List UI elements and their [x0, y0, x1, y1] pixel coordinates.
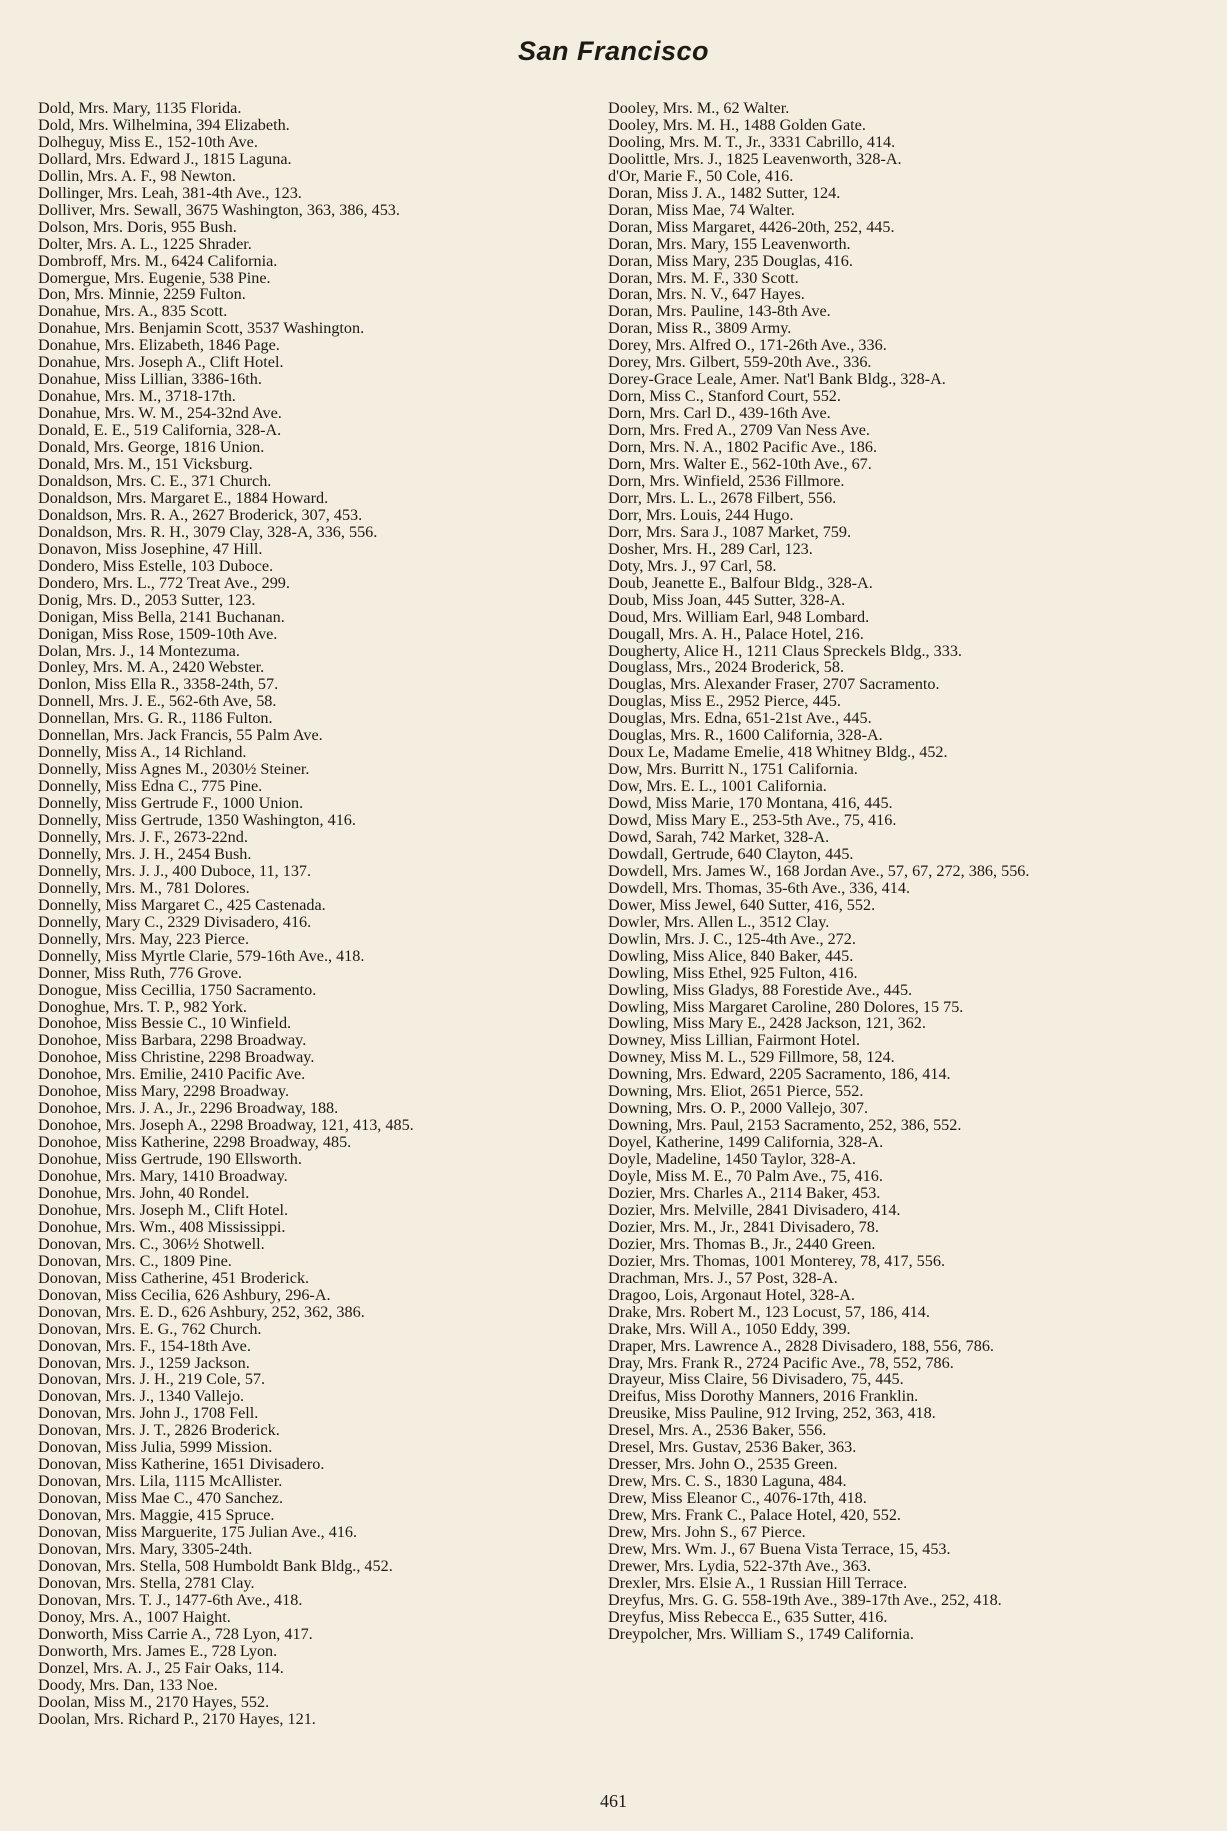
directory-entry: Downing, Mrs. Edward, 2205 Sacramento, 186, 414. [608, 1065, 951, 1084]
directory-entry: Donovan, Miss Mae C., 470 Sanchez. [38, 1489, 284, 1508]
directory-entry: Donohue, Mrs. Wm., 408 Mississippi. [38, 1217, 286, 1236]
directory-entry: Dowling, Miss Ethel, 925 Fulton, 416. [608, 963, 858, 982]
directory-entry: Doran, Miss Mae, 74 Walter. [608, 200, 795, 219]
page-title: San Francisco [517, 36, 710, 66]
directory-entry: Dolter, Mrs. A. L., 1225 Shrader. [38, 234, 252, 253]
directory-entry: Donoghue, Mrs. T. P., 982 York. [38, 997, 247, 1016]
directory-entry: Donnelly, Mrs. J. J., 400 Duboce, 11, 137. [38, 861, 312, 880]
directory-entry: Dreusike, Miss Pauline, 912 Irving, 252, 363, 418. [608, 1404, 936, 1423]
directory-entry: Dragoo, Lois, Argonaut Hotel, 328-A. [608, 1285, 855, 1304]
directory-entry: Donovan, Mrs. C., 1809 Pine. [38, 1251, 232, 1270]
directory-entry: Dorr, Mrs. Sara J., 1087 Market, 759. [608, 522, 852, 541]
directory-entry: Donoy, Mrs. A., 1007 Haight. [38, 1607, 231, 1626]
directory-entry: Donald, Mrs. George, 1816 Union. [38, 438, 265, 457]
directory-entry: Donovan, Mrs. J., 1259 Jackson. [38, 1353, 250, 1372]
directory-entry: Drexler, Mrs. Elsie A., 1 Russian Hill Terrace. [608, 1573, 908, 1592]
directory-entry: Dorey, Mrs. Alfred O., 171-26th Ave., 336. [608, 336, 887, 355]
directory-entry: Doyel, Katherine, 1499 California, 328-A. [608, 1133, 884, 1152]
directory-entry: Donovan, Mrs. Stella, 2781 Clay. [38, 1573, 255, 1592]
directory-entry: Donahue, Miss Lillian, 3386-16th. [38, 370, 262, 389]
directory-entry: Dorn, Mrs. Walter E., 562-10th Ave., 67. [608, 455, 872, 474]
directory-entry: Dowdall, Gertrude, 640 Clayton, 445. [608, 844, 854, 863]
directory-entry: Douglass, Mrs., 2024 Broderick, 58. [608, 658, 845, 677]
directory-entry: Donahue, Mrs. M., 3718-17th. [38, 387, 236, 406]
directory-entry: Dougall, Mrs. A. H., Palace Hotel, 216. [608, 624, 864, 643]
directory-entry: Drewer, Mrs. Lydia, 522-37th Ave., 363. [608, 1556, 871, 1575]
directory-entry: Dowd, Sarah, 742 Market, 328-A. [608, 827, 830, 846]
directory-entry: Downing, Mrs. Paul, 2153 Sacramento, 252, 386, 552. [608, 1116, 962, 1135]
directory-entry: Doran, Miss R., 3809 Army. [608, 319, 792, 338]
directory-entry: Dooling, Mrs. M. T., Jr., 3331 Cabrillo, 414. [608, 132, 896, 151]
directory-entry: Dow, Mrs. Burritt N., 1751 California. [608, 760, 858, 779]
directory-entry: Donohoe, Miss Katherine, 2298 Broadway, 485. [38, 1133, 352, 1152]
directory-entry: Doub, Jeanette E., Balfour Bldg., 328-A. [608, 573, 873, 592]
directory-entry: Drachman, Mrs. J., 57 Post, 328-A. [608, 1268, 838, 1287]
directory-entry: Donnelly, Miss A., 14 Richland. [38, 743, 247, 762]
directory-entry: Dowd, Miss Mary E., 253-5th Ave., 75, 416. [608, 811, 897, 830]
directory-entry: Dorey-Grace Leale, Amer. Nat'l Bank Bldg., 328-A. [608, 370, 946, 389]
directory-entry: Donahue, Mrs. Joseph A., Clift Hotel. [38, 353, 284, 372]
directory-entry: Donahue, Mrs. A., 835 Scott. [38, 302, 228, 321]
directory-entry: Dombroff, Mrs. M., 6424 California. [38, 251, 278, 270]
directory-entry: Doran, Miss Mary, 235 Douglas, 416. [608, 251, 853, 270]
directory-entry: Donlon, Miss Ella R., 3358-24th, 57. [38, 675, 279, 694]
directory-entry: Donnell, Mrs. J. E., 562-6th Ave, 58. [38, 692, 277, 711]
directory-entry: Downey, Miss M. L., 529 Fillmore, 58, 124. [608, 1048, 895, 1067]
directory-entry: Dray, Mrs. Frank R., 2724 Pacific Ave., 78, 552, 786. [608, 1353, 954, 1372]
directory-entry: Donohue, Miss Gertrude, 190 Ellsworth. [38, 1150, 302, 1169]
directory-entry: Donovan, Mrs. Maggie, 415 Spruce. [38, 1506, 275, 1525]
directory-entry: Dower, Miss Jewel, 640 Sutter, 416, 552. [608, 895, 876, 914]
directory-entry: Doud, Mrs. William Earl, 948 Lombard. [608, 607, 870, 626]
directory-entry: Downing, Mrs. O. P., 2000 Vallejo, 307. [608, 1099, 869, 1118]
directory-entry: Doux Le, Madame Emelie, 418 Whitney Bldg., 452. [608, 743, 948, 762]
directory-entry: Drew, Mrs. John S., 67 Pierce. [608, 1523, 806, 1542]
directory-entry: Dresel, Mrs. Gustav, 2536 Baker, 363. [608, 1438, 857, 1457]
directory-entry: Dowling, Miss Mary E., 2428 Jackson, 121, 362. [608, 1014, 926, 1033]
directory-entry: Donaldson, Mrs. R. H., 3079 Clay, 328-A, 336, 556. [38, 522, 378, 541]
directory-entry: Doran, Mrs. Pauline, 143-8th Ave. [608, 302, 831, 321]
directory-entry: Donaldson, Mrs. C. E., 371 Church. [38, 471, 272, 490]
directory-entry: Dolliver, Mrs. Sewall, 3675 Washington, 363, 386, 453. [38, 200, 400, 219]
directory-entry: Donovan, Mrs. J., 1340 Vallejo. [38, 1387, 245, 1406]
directory-entry: Donnelly, Mary C., 2329 Divisadero, 416. [38, 912, 312, 931]
directory-entry: Donnelly, Mrs. M., 781 Dolores. [38, 878, 250, 897]
directory-entry: Dolson, Mrs. Doris, 955 Bush. [38, 217, 237, 236]
directory-entry: Dorn, Mrs. Fred A., 2709 Van Ness Ave. [608, 421, 870, 440]
directory-entry: Dondero, Mrs. L., 772 Treat Ave., 299. [38, 573, 290, 592]
directory-entry: Donovan, Mrs. E. D., 626 Ashbury, 252, 362, 386. [38, 1302, 365, 1321]
directory-entry: Donahue, Mrs. Elizabeth, 1846 Page. [38, 336, 280, 355]
directory-entry: Donohoe, Miss Barbara, 2298 Broadway. [38, 1031, 307, 1050]
directory-entry: Don, Mrs. Minnie, 2259 Fulton. [38, 285, 246, 304]
directory-entry: Doub, Miss Joan, 445 Sutter, 328-A. [608, 590, 846, 609]
directory-entry: Donovan, Miss Catherine, 451 Broderick. [38, 1268, 310, 1287]
directory-entry: Donovan, Mrs. Lila, 1115 McAllister. [38, 1472, 283, 1491]
directory-entry: Dozier, Mrs. Melville, 2841 Divisadero, 414. [608, 1200, 901, 1219]
directory-entry: Donnelly, Miss Agnes M., 2030½ Steiner. [38, 760, 310, 779]
directory-entry: Doyle, Madeline, 1450 Taylor, 328-A. [608, 1150, 856, 1169]
directory-entry: Downing, Mrs. Eliot, 2651 Pierce, 552. [608, 1082, 864, 1101]
directory-entry: Dorn, Mrs. N. A., 1802 Pacific Ave., 186. [608, 438, 878, 457]
directory-entry: Donald, E. E., 519 California, 328-A. [38, 421, 282, 440]
directory-entry: Doolittle, Mrs. J., 1825 Leavenworth, 328-A. [608, 149, 902, 168]
directory-entry: Douglas, Miss E., 2952 Pierce, 445. [608, 692, 841, 711]
directory-entry: Douglas, Mrs. Alexander Fraser, 2707 Sacramento. [608, 675, 940, 694]
directory-entry: Donovan, Miss Cecilia, 626 Ashbury, 296-A. [38, 1285, 331, 1304]
directory-entry: Dreyfus, Miss Rebecca E., 635 Sutter, 416. [608, 1607, 888, 1626]
directory-entry: Downey, Miss Lillian, Fairmont Hotel. [608, 1031, 861, 1050]
directory-entry: Dowling, Miss Alice, 840 Baker, 445. [608, 946, 854, 965]
directory-entry: Dolan, Mrs. J., 14 Montezuma. [38, 641, 240, 660]
directory-entry: Donnelly, Mrs. J. F., 2673-22nd. [38, 827, 248, 846]
directory-entry: Donaldson, Mrs. R. A., 2627 Broderick, 307, 453. [38, 505, 363, 524]
directory-entry: Donzel, Mrs. A. J., 25 Fair Oaks, 114. [38, 1658, 284, 1677]
directory-entry: Donohoe, Mrs. Emilie, 2410 Pacific Ave. [38, 1065, 306, 1084]
directory-entry: d'Or, Marie F., 50 Cole, 416. [608, 166, 794, 185]
directory-entry: Dreypolcher, Mrs. William S., 1749 California. [608, 1624, 914, 1643]
directory-entry: Dreifus, Miss Dorothy Manners, 2016 Franklin. [608, 1387, 919, 1406]
directory-entry: Doran, Miss Margaret, 4426-20th, 252, 445. [608, 217, 895, 236]
directory-entry: Donnelly, Mrs. J. H., 2454 Bush. [38, 844, 252, 863]
directory-entry: Dollinger, Mrs. Leah, 381-4th Ave., 123. [38, 183, 302, 202]
directory-entry: Douglas, Mrs. R., 1600 California, 328-A. [608, 726, 883, 745]
directory-entry: Dosher, Mrs. H., 289 Carl, 123. [608, 539, 813, 558]
directory-entry: Domergue, Mrs. Eugenie, 538 Pine. [38, 268, 271, 287]
directory-entry: Dooley, Mrs. M., 62 Walter. [608, 99, 790, 117]
directory-entry: Donovan, Miss Katherine, 1651 Divisadero. [38, 1455, 325, 1474]
directory-column-right [608, 100, 1148, 1643]
directory-entry: Dollin, Mrs. A. F., 98 Newton. [38, 166, 236, 185]
directory-entry: Donovan, Miss Marguerite, 175 Julian Ave., 416. [38, 1523, 358, 1542]
directory-entry: Dorn, Miss C., Stanford Court, 552. [608, 387, 841, 406]
directory-entry: Dozier, Mrs. Charles A., 2114 Baker, 453. [608, 1184, 881, 1202]
directory-entry: Dozier, Mrs. Thomas, 1001 Monterey, 78, 417, 556. [608, 1251, 945, 1270]
directory-entry: Donworth, Miss Carrie A., 728 Lyon, 417. [38, 1624, 313, 1643]
directory-entry: Donworth, Mrs. James E., 728 Lyon. [38, 1641, 278, 1660]
directory-entry: Donovan, Mrs. J. H., 219 Cole, 57. [38, 1370, 266, 1389]
directory-entry: Donohue, Mrs. John, 40 Rondel. [38, 1184, 250, 1202]
directory-entry: Doran, Miss J. A., 1482 Sutter, 124. [608, 183, 841, 202]
directory-entry: Dorr, Mrs. L. L., 2678 Filbert, 556. [608, 488, 837, 507]
directory-entry: Dollard, Mrs. Edward J., 1815 Laguna. [38, 149, 292, 168]
directory-entry: Doran, Mrs. Mary, 155 Leavenworth. [608, 234, 851, 253]
directory-entry: Dreyfus, Mrs. G. G. 558-19th Ave., 389-17th Ave., 252, 418. [608, 1590, 1002, 1609]
directory-entry: Dorey, Mrs. Gilbert, 559-20th Ave., 336. [608, 353, 872, 372]
directory-entry: Donovan, Mrs. E. G., 762 Church. [38, 1319, 262, 1338]
directory-entry: Donogue, Miss Cecillia, 1750 Sacramento. [38, 980, 317, 999]
directory-entry: Doody, Mrs. Dan, 133 Noe. [38, 1675, 218, 1694]
directory-entry: Dold, Mrs. Mary, 1135 Florida. [38, 99, 242, 117]
directory-entry: Donohue, Mrs. Mary, 1410 Broadway. [38, 1167, 288, 1186]
directory-entry: Donnellan, Mrs. Jack Francis, 55 Palm Ave. [38, 726, 323, 745]
directory-entry: Drake, Mrs. Robert M., 123 Locust, 57, 186, 414. [608, 1302, 930, 1321]
directory-entry: Donald, Mrs. M., 151 Vicksburg. [38, 455, 253, 474]
directory-entry: Donohoe, Miss Christine, 2298 Broadway. [38, 1048, 315, 1067]
directory-entry: Draper, Mrs. Lawrence A., 2828 Divisadero, 188, 556, 786. [608, 1336, 994, 1355]
directory-entry: Donnellan, Mrs. G. R., 1186 Fulton. [38, 709, 273, 728]
directory-entry: Doyle, Miss M. E., 70 Palm Ave., 75, 416. [608, 1167, 883, 1186]
directory-entry: Dozier, Mrs. Thomas B., Jr., 2440 Green. [608, 1234, 876, 1253]
directory-entry: Doty, Mrs. J., 97 Carl, 58. [608, 556, 777, 575]
directory-entry: Dolheguy, Miss E., 152-10th Ave. [38, 132, 258, 151]
directory-entry: Dowler, Mrs. Allen L., 3512 Clay. [608, 912, 830, 931]
directory-entry: Drew, Mrs. Wm. J., 67 Buena Vista Terrace, 15, 453. [608, 1540, 951, 1559]
directory-entry: Dorr, Mrs. Louis, 244 Hugo. [608, 505, 794, 524]
directory-entry: Dougherty, Alice H., 1211 Claus Spreckels Bldg., 333. [608, 641, 962, 660]
directory-entry: Donnelly, Miss Gertrude, 1350 Washington, 416. [38, 811, 356, 830]
directory-entry: Donovan, Mrs. C., 306½ Shotwell. [38, 1234, 265, 1253]
directory-entry: Drew, Mrs. Frank C., Palace Hotel, 420, 552. [608, 1506, 901, 1525]
directory-entry: Dowlin, Mrs. J. C., 125-4th Ave., 272. [608, 929, 856, 948]
directory-entry: Donovan, Mrs. F., 154-18th Ave. [38, 1336, 251, 1355]
directory-entry: Doran, Mrs. M. F., 330 Scott. [608, 268, 799, 287]
directory-entry: Dresel, Mrs. A., 2536 Baker, 556. [608, 1421, 827, 1440]
directory-entry: Donley, Mrs. M. A., 2420 Webster. [38, 658, 265, 677]
directory-entry: Donigan, Miss Rose, 1509-10th Ave. [38, 624, 278, 643]
directory-entry: Dooley, Mrs. M. H., 1488 Golden Gate. [608, 115, 866, 134]
directory-entry: Dowdell, Mrs. Thomas, 35-6th Ave., 336, 414. [608, 878, 910, 897]
directory-entry: Donavon, Miss Josephine, 47 Hill. [38, 539, 263, 558]
directory-column-left [38, 100, 578, 1728]
directory-entry: Donnelly, Miss Gertrude F., 1000 Union. [38, 794, 304, 813]
directory-entry: Donovan, Mrs. Stella, 508 Humboldt Bank Bldg., 452. [38, 1556, 393, 1575]
directory-entry: Doolan, Miss M., 2170 Hayes, 552. [38, 1692, 270, 1711]
directory-entry: Donohoe, Miss Bessie C., 10 Winfield. [38, 1014, 292, 1033]
directory-entry: Donner, Miss Ruth, 776 Grove. [38, 963, 242, 982]
directory-entry: Dowling, Miss Margaret Caroline, 280 Dolores, 15 75. [608, 997, 964, 1016]
page-number: 461 [600, 1791, 627, 1811]
directory-entry: Drayeur, Miss Claire, 56 Divisadero, 75, 445. [608, 1370, 904, 1389]
directory-entry: Dowling, Miss Gladys, 88 Forestide Ave., 445. [608, 980, 913, 999]
directory-entry: Donovan, Mrs. J. T., 2826 Broderick. [38, 1421, 280, 1440]
directory-entry: Drew, Miss Eleanor C., 4076-17th, 418. [608, 1489, 867, 1508]
directory-entry: Doolan, Mrs. Richard P., 2170 Hayes, 121. [38, 1709, 316, 1728]
directory-entry: Donovan, Miss Julia, 5999 Mission. [38, 1438, 273, 1457]
directory-entry: Donovan, Mrs. John J., 1708 Fell. [38, 1404, 259, 1423]
directory-entry: Donohoe, Miss Mary, 2298 Broadway. [38, 1082, 290, 1101]
directory-entry: Dresser, Mrs. John O., 2535 Green. [608, 1455, 838, 1474]
directory-entry: Donohoe, Mrs. J. A., Jr., 2296 Broadway, 188. [38, 1099, 339, 1118]
directory-entry: Donnelly, Mrs. May, 223 Pierce. [38, 929, 249, 948]
directory-entry: Dow, Mrs. E. L., 1001 California. [608, 777, 827, 796]
directory-entry: Donig, Mrs. D., 2053 Sutter, 123. [38, 590, 256, 609]
directory-entry: Donigan, Miss Bella, 2141 Buchanan. [38, 607, 285, 626]
directory-entry: Dorn, Mrs. Winfield, 2536 Fillmore. [608, 471, 845, 490]
directory-entry: Donohoe, Mrs. Joseph A., 2298 Broadway, 121, 413, 485. [38, 1116, 414, 1135]
directory-entry: Donnelly, Miss Edna C., 775 Pine. [38, 777, 263, 796]
directory-entry: Donovan, Mrs. Mary, 3305-24th. [38, 1540, 253, 1559]
directory-entry: Dowdell, Mrs. James W., 168 Jordan Ave., 57, 67, 272, 386, 556. [608, 861, 1030, 880]
directory-entry: Douglas, Mrs. Edna, 651-21st Ave., 445. [608, 709, 872, 728]
directory-entry: Dondero, Miss Estelle, 103 Duboce. [38, 556, 274, 575]
directory-entry: Donovan, Mrs. T. J., 1477-6th Ave., 418. [38, 1590, 303, 1609]
directory-entry: Dorn, Mrs. Carl D., 439-16th Ave. [608, 404, 831, 423]
directory-entry: Drake, Mrs. Will A., 1050 Eddy, 399. [608, 1319, 851, 1338]
directory-entry: Drew, Mrs. C. S., 1830 Laguna, 484. [608, 1472, 847, 1491]
directory-entry: Donaldson, Mrs. Margaret E., 1884 Howard. [38, 488, 329, 507]
directory-entry: Dowd, Miss Marie, 170 Montana, 416, 445. [608, 794, 893, 813]
directory-entry: Doran, Mrs. N. V., 647 Hayes. [608, 285, 805, 304]
directory-entry: Donnelly, Miss Margaret C., 425 Castenada. [38, 895, 326, 914]
directory-entry: Dozier, Mrs. M., Jr., 2841 Divisadero, 78. [608, 1217, 879, 1236]
directory-entry: Donohue, Mrs. Joseph M., Clift Hotel. [38, 1200, 288, 1219]
directory-entry: Donahue, Mrs. W. M., 254-32nd Ave. [38, 404, 282, 423]
directory-entry: Dold, Mrs. Wilhelmina, 394 Elizabeth. [38, 115, 290, 134]
directory-entry: Donnelly, Miss Myrtle Clarie, 579-16th Ave., 418. [38, 946, 365, 965]
directory-entry: Donahue, Mrs. Benjamin Scott, 3537 Washington. [38, 319, 365, 338]
